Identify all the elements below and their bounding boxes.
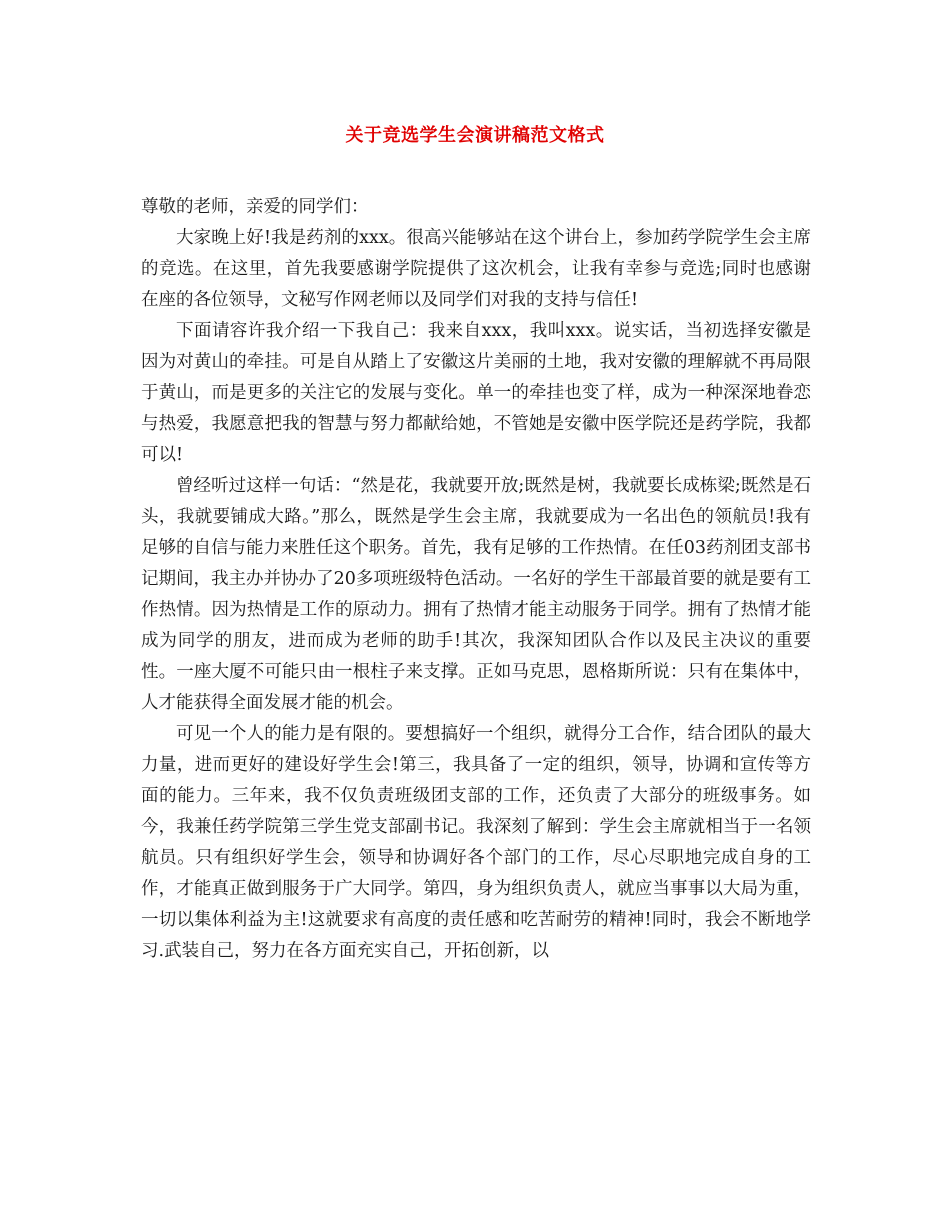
salutation: 尊敬的老师，亲爱的同学们：	[141, 197, 369, 217]
document-body	[141, 192, 811, 967]
paragraph: 下面请容许我介绍一下我自己：我来自xxx，我叫xxx。说实话，当初选择安徽是因为对黄山的牵挂。可是自从踏上了安徽这片美丽的土地，我对安徽的理解就不再局限于黄山，而是更多的关注它的发展与变化。单一的牵挂也变了样，成为一种深深地眷恋与热爱，我愿意把我的智慧与努力都献给她，不管她是安徽中医学院还是药学院，我都可以!	[141, 321, 811, 465]
paragraph: 曾经听过这样一句话：“然是花，我就要开放;既然是树，我就要长成栋梁;既然是石头，我就要铺成大路。”那么，既然是学生会主席，我就要成为一名出色的领航员!我有足够的自信与能力来胜任这个职务。首先，我有足够的工作热情。在任03药剂团支部书记期间，我主办并协办了20多项班级特色活动。一名好的学生干部最首要的就是要有工作热情。因为热情是工作的原动力。拥有了热情才能主动服务于同学。拥有了热情才能成为同学的朋友，进而成为老师的助手!其次，我深知团队合作以及民主决议的重要性。一座大厦不可能只由一根柱子来支撑。正如马克思，恩格斯所说：只有在集体中，人才能获得全面发展才能的机会。	[141, 476, 811, 713]
paragraph: 可见一个人的能力是有限的。要想搞好一个组织，就得分工合作，结合团队的最大力量，进而更好的建设好学生会!第三，我具备了一定的组织，领导，协调和宣传等方面的能力。三年来，我不仅负责班级团支部的工作，还负责了大部分的班级事务。如今，我兼任药学院第三学生党支部副书记。我深刻了解到：学生会主席就相当于一名领航员。只有组织好学生会，领导和协调好各个部门的工作，尽心尽职地完成自身的工作，才能真正做到服务于广大同学。第四，身为组织负责人，就应当事事以大局为重，一切以集体利益为主!这就要求有高度的责任感和吃苦耐劳的精神!同时，我会不断地学习.武装自己，努力在各方面充实自己，开拓创新，以	[141, 724, 811, 961]
paragraph: 大家晚上好!我是药剂的xxx。很高兴能够站在这个讲台上，参加药学院学生会主席的竞选。在这里，首先我要感谢学院提供了这次机会，让我有幸参与竞选;同时也感谢在座的各位领导，文秘写作网老师以及同学们对我的支持与信任!	[141, 228, 811, 310]
document-title: 关于竞选学生会演讲稿范文格式	[345, 125, 605, 146]
